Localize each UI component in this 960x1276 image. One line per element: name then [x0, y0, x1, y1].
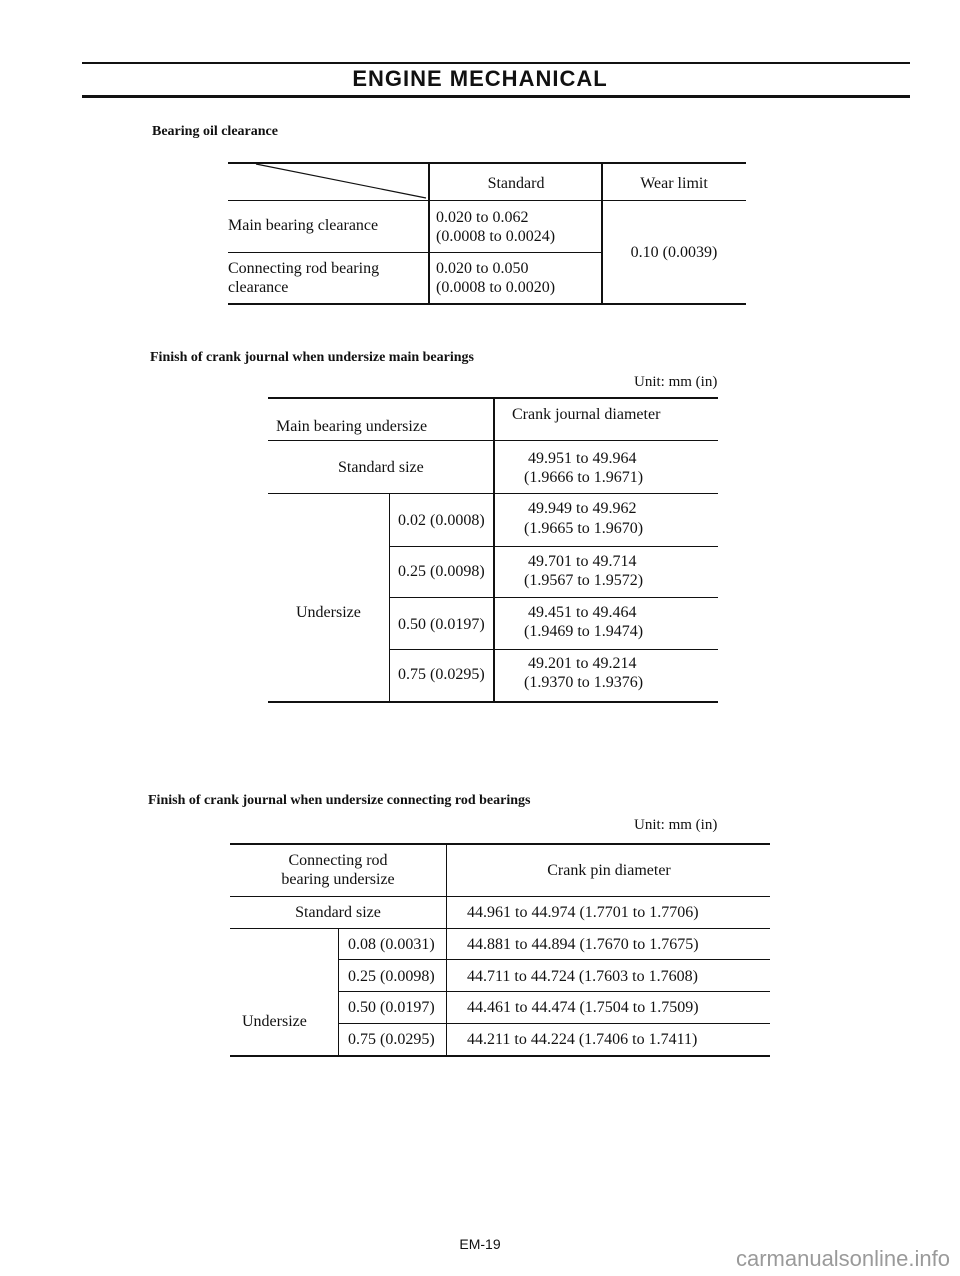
- table2-row3-rule: [389, 649, 718, 650]
- connecting-rod-undersize-heading: Finish of crank journal when undersize connecting rod bearings: [148, 793, 531, 808]
- table3-bottom-rule: [230, 1055, 770, 1057]
- table2-col-diameter: Crank journal diameter: [512, 406, 661, 423]
- table1-row1-label: Main bearing clearance: [228, 217, 379, 234]
- table2-undersize-label: Undersize: [296, 604, 361, 621]
- table1-header-rule: [228, 200, 746, 201]
- table3-standard-rule: [230, 928, 770, 929]
- table3-row4-size: 0.75 (0.0295): [348, 1031, 435, 1048]
- table3-vline-sub: [338, 928, 339, 1056]
- table1-row1-standard-b: (0.0008 to 0.0024): [436, 228, 556, 245]
- table3-row3-size: 0.50 (0.0197): [348, 999, 435, 1016]
- table2-row2-value-a: 49.701 to 49.714: [528, 553, 637, 570]
- table2-col-undersize: Main bearing undersize: [276, 418, 428, 435]
- table2-row1-rule: [389, 546, 718, 547]
- table3-row3-value: 44.461 to 44.474 (1.7504 to 1.7509): [467, 999, 699, 1016]
- table3-row1-rule: [338, 959, 770, 960]
- table2-row4-value-a: 49.201 to 49.214: [528, 655, 637, 672]
- table3-row4-value: 44.211 to 44.224 (1.7406 to 1.7411): [467, 1031, 698, 1048]
- table2-standard-rule: [268, 493, 718, 494]
- main-bearing-undersize-heading: Finish of crank journal when undersize main bearings: [150, 350, 474, 365]
- table3-undersize-label: Undersize: [242, 1013, 307, 1030]
- table2-row3-size: 0.50 (0.0197): [398, 616, 485, 633]
- table2-row3-value-b: (1.9469 to 1.9474): [524, 623, 644, 640]
- table3-row1-size: 0.08 (0.0031): [348, 936, 435, 953]
- header-bottom-rule: [82, 95, 910, 98]
- table3-vline-main: [446, 843, 447, 1056]
- table2-unit: Unit: mm (in): [634, 374, 718, 390]
- table2-standard-value-a: 49.951 to 49.964: [528, 450, 637, 467]
- table3-col-diameter: Crank pin diameter: [547, 862, 671, 879]
- table3-col-undersize-a: Connecting rod: [288, 852, 388, 869]
- table2-row1-value-b: (1.9665 to 1.9670): [524, 520, 644, 537]
- table3-row2-rule: [338, 991, 770, 992]
- table1-bottom-rule: [228, 303, 746, 305]
- table3-unit: Unit: mm (in): [634, 817, 718, 833]
- table2-vline-sub: [389, 493, 390, 703]
- table2-row1-size: 0.02 (0.0008): [398, 512, 485, 529]
- table3-standard-value: 44.961 to 44.974 (1.7701 to 1.7706): [467, 904, 699, 921]
- page-number: EM-19: [459, 1236, 501, 1252]
- table1-row2-standard-a: 0.020 to 0.050: [436, 260, 529, 277]
- table1-row1-standard-a: 0.020 to 0.062: [436, 209, 529, 226]
- table3-row3-rule: [338, 1023, 770, 1024]
- table1-col-wear-limit: Wear limit: [640, 175, 708, 192]
- table3-standard-size-label: Standard size: [295, 904, 381, 921]
- table1-row2-standard-b: (0.0008 to 0.0020): [436, 279, 556, 296]
- table2-row4-size: 0.75 (0.0295): [398, 666, 485, 683]
- table3-row2-size: 0.25 (0.0098): [348, 968, 435, 985]
- table1-corner-diagonal: [228, 164, 428, 200]
- table2-row3-value-a: 49.451 to 49.464: [528, 604, 637, 621]
- table3-col-undersize-b: bearing undersize: [281, 871, 395, 888]
- table3-header-rule: [230, 896, 770, 897]
- table2-standard-size-label: Standard size: [338, 459, 424, 476]
- table1-vline-2: [601, 162, 603, 304]
- table3-top-rule: [230, 843, 770, 845]
- table1-row2-label-b: clearance: [228, 279, 289, 296]
- page-title: ENGINE MECHANICAL: [352, 66, 608, 91]
- table3-row1-value: 44.881 to 44.894 (1.7670 to 1.7675): [467, 936, 699, 953]
- table1-wear-limit-value: 0.10 (0.0039): [630, 244, 718, 261]
- table2-row1-value-a: 49.949 to 49.962: [528, 500, 637, 517]
- header-top-rule: [82, 62, 910, 64]
- table1-row2-label-a: Connecting rod bearing: [228, 260, 380, 277]
- bearing-oil-clearance-heading: Bearing oil clearance: [152, 124, 278, 139]
- table2-row2-value-b: (1.9567 to 1.9572): [524, 572, 644, 589]
- table1-col-standard: Standard: [487, 175, 545, 192]
- table2-row2-rule: [389, 597, 718, 598]
- table1-row-divider: [228, 252, 602, 253]
- table1-vline-1: [428, 162, 430, 304]
- table2-row2-size: 0.25 (0.0098): [398, 563, 485, 580]
- table2-vline-main: [493, 397, 495, 703]
- table2-bottom-rule: [268, 701, 718, 703]
- table3-row2-value: 44.711 to 44.724 (1.7603 to 1.7608): [467, 968, 698, 985]
- table2-row4-value-b: (1.9370 to 1.9376): [524, 674, 644, 691]
- watermark: carmanualsonline.info: [735, 1246, 950, 1271]
- table2-standard-value-b: (1.9666 to 1.9671): [524, 469, 644, 486]
